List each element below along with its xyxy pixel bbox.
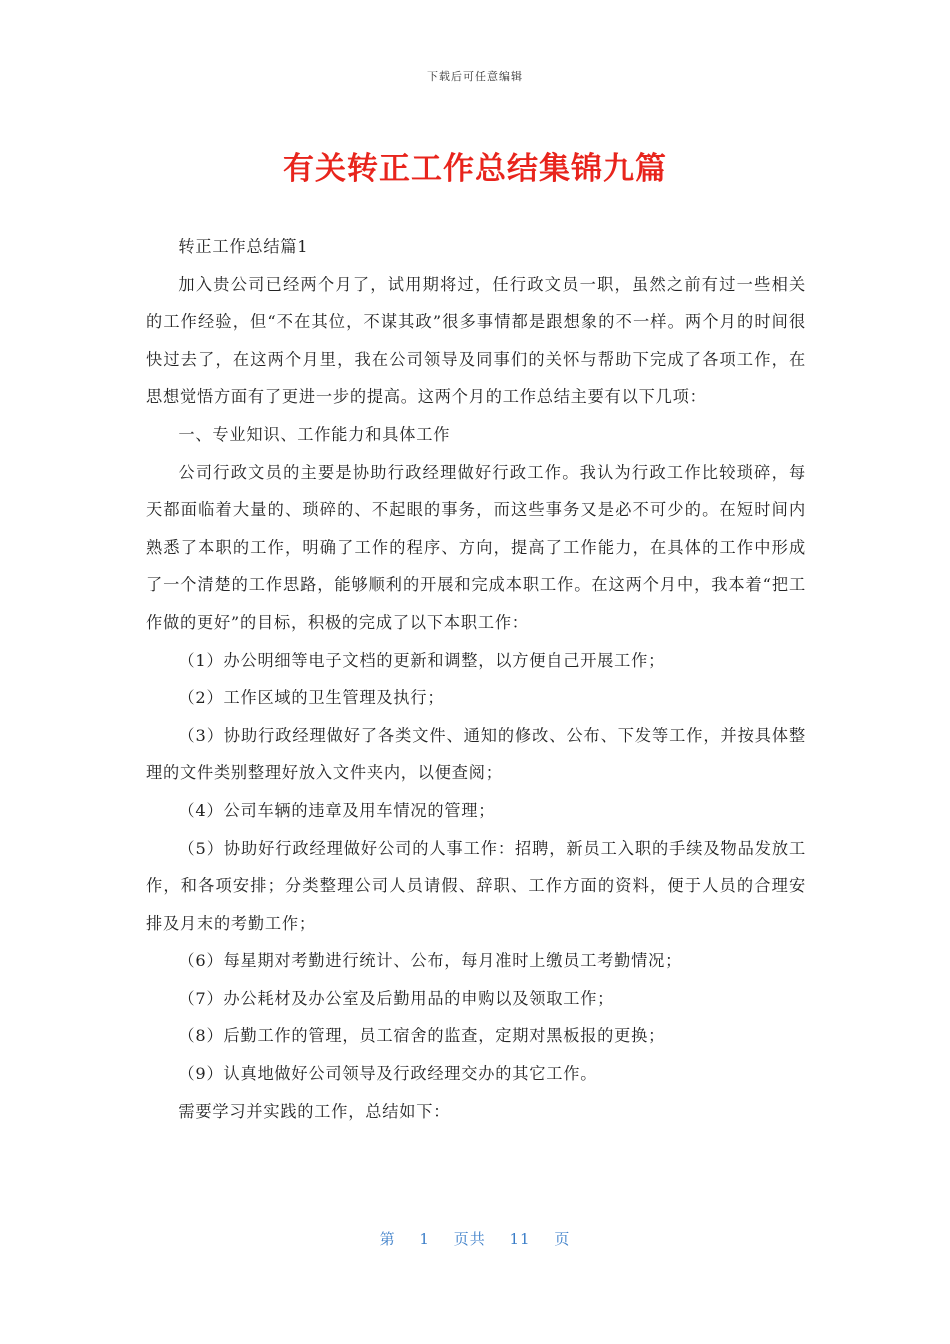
list-item: （2）工作区域的卫生管理及执行； xyxy=(178,688,445,708)
subsection-heading: 一、专业知识、工作能力和具体工作 xyxy=(178,424,451,444)
header-note: 下载后可任意编辑 xyxy=(427,70,523,83)
list-item: （8）后勤工作的管理，员工宿舍的监查，定期对黑板报的更换； xyxy=(178,1026,666,1046)
document-title: 有关转正工作总结集锦九篇 xyxy=(283,151,667,187)
page-label-suffix: 页 xyxy=(554,1230,571,1248)
list-item: （5）协助好行政经理做好公司的人事工作：招聘，新员工入职的手续及物品发放工作，和各项安排；分类整理公司人员请假、辞职、工作方面的资料，便于人员的合理安排及月末的考勤工作； xyxy=(146,838,806,933)
list-item: （6）每星期对考勤进行统计、公布，每月准时上缴员工考勤情况； xyxy=(178,951,683,971)
paragraph: 需要学习并实践的工作，总结如下： xyxy=(178,1101,451,1121)
section-heading: 转正工作总结篇1 xyxy=(178,237,309,256)
list-item: （4）公司车辆的违章及用车情况的管理； xyxy=(178,800,496,820)
list-item: （1）办公明细等电子文档的更新和调整，以方便自己开展工作； xyxy=(178,650,666,670)
page-label-middle: 页共 xyxy=(453,1230,486,1248)
total-pages-number: 11 xyxy=(509,1230,531,1248)
document-body xyxy=(146,228,806,1130)
page-number-footer xyxy=(0,1228,950,1249)
page-label-prefix: 第 xyxy=(379,1230,396,1248)
list-item: （7）办公耗材及办公室及后勤用品的申购以及领取工作； xyxy=(178,988,615,1008)
paragraph: 加入贵公司已经两个月了，试用期将过，任行政文员一职，虽然之前有过一些相关的工作经验，但“不在其位，不谋其政”很多事情都是跟想象的不一样。两个月的时间很快过去了，在这两个月里，我在公司领导及同事们的关怀与帮助下完成了各项工作，在思想觉悟方面有了更进一步的提高。这两个月的工作总结主要有以下几项： xyxy=(146,274,806,407)
list-item: （3）协助行政经理做好了各类文件、通知的修改、公布、下发等工作，并按具体整理的文件类别整理好放入文件夹内，以便查阅； xyxy=(146,725,806,783)
list-item: （9）认真地做好公司领导及行政经理交办的其它工作。 xyxy=(178,1064,598,1084)
paragraph: 公司行政文员的主要是协助行政经理做好行政工作。我认为行政工作比较琐碎，每天都面临着大量的、琐碎的、不起眼的事务，而这些事务又是必不可少的。在短时间内熟悉了本职的工作，明确了工作的程序、方向，提高了工作能力，在具体的工作中形成了一个清楚的工作思路，能够顺利的开展和完成本职工作。在这两个月中，我本着“把工作做的更好”的目标，积极的完成了以下本职工作： xyxy=(146,462,806,632)
current-page-number: 1 xyxy=(419,1230,430,1248)
